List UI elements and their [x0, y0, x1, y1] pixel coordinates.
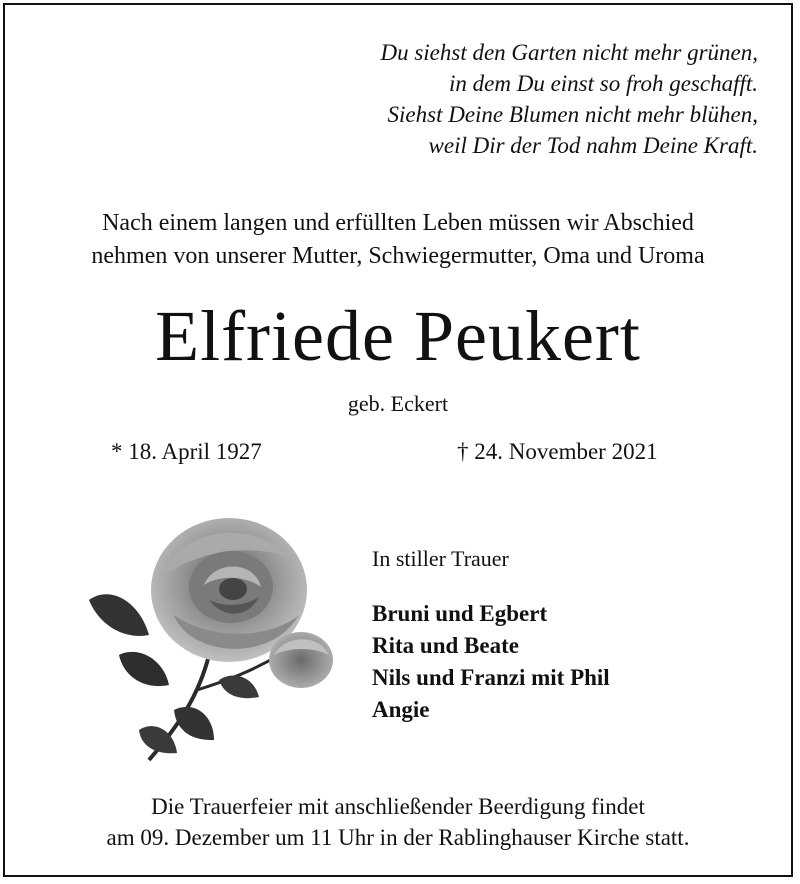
service-info [5, 791, 791, 853]
poem [380, 37, 758, 161]
service-line: am 09. Dezember um 11 Uhr in der Rablinghauser Kirche statt. [106, 825, 690, 850]
obituary-frame [3, 3, 793, 877]
rose-icon [79, 505, 341, 765]
mourning-heading: In stiller Trauer [372, 546, 509, 571]
death-date: † 24. November 2021 [457, 439, 658, 464]
mourners-list [372, 598, 610, 726]
poem-line: Siehst Deine Blumen nicht mehr blühen, [387, 102, 758, 127]
mourner-name: Rita und Beate [372, 633, 519, 658]
birth-date: * 18. April 1927 [111, 439, 262, 464]
birth-name: geb. Eckert [347, 391, 449, 416]
poem-line: weil Dir der Tod nahm Deine Kraft. [428, 133, 758, 158]
mourner-name: Nils und Franzi mit Phil [372, 665, 610, 690]
deceased-name: Elfriede Peukert [155, 296, 641, 376]
intro-line: Nach einem langen und erfüllten Leben müssen wir Abschied [102, 210, 694, 236]
mourner-name: Angie [372, 697, 430, 722]
poem-line: in dem Du einst so froh geschafft. [449, 71, 758, 96]
intro-line: nehmen von unserer Mutter, Schwiegermutter, Oma und Uroma [91, 243, 705, 269]
service-line: Die Trauerfeier mit anschließender Beerdigung findet [151, 794, 645, 819]
mourner-name: Bruni und Egbert [372, 601, 548, 626]
poem-line: Du siehst den Garten nicht mehr grünen, [380, 40, 758, 65]
intro-text [5, 207, 791, 273]
